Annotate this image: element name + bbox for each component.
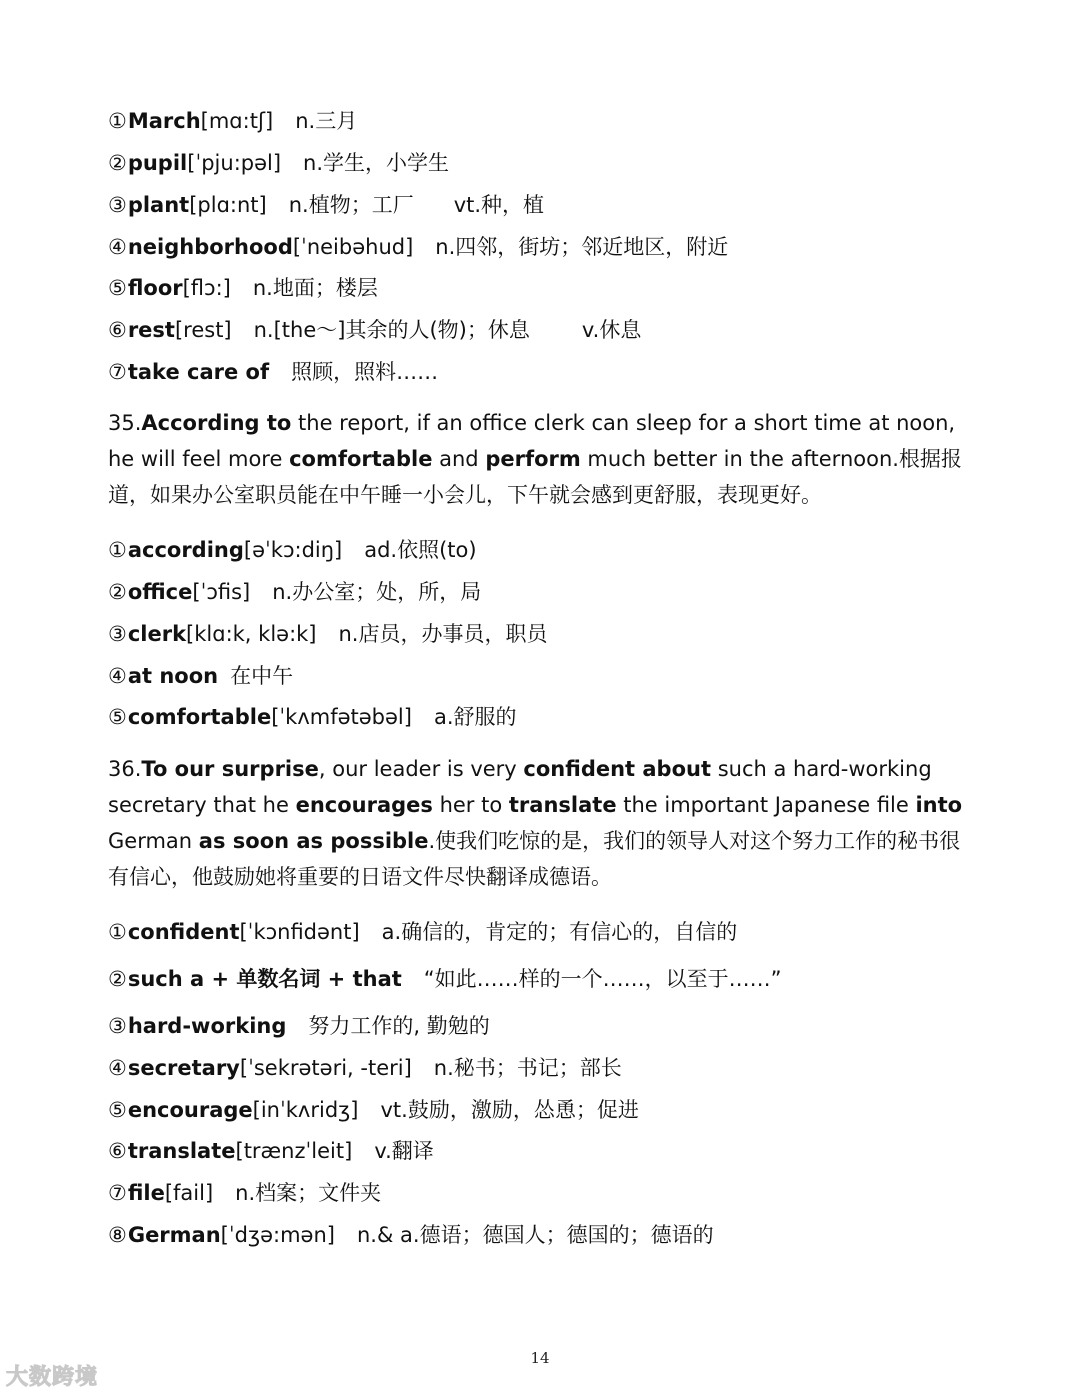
vocab-item: ⑦take care of 照顾，照料…… [108,360,439,384]
watermark-logo: 大数跨境 [6,1365,99,1390]
vocab-item: ②such a + 单数名词 + that “如此……样的一个……，以至于……” [108,967,782,991]
page-number: 14 [530,1349,550,1367]
vocab-item: ⑤encourage[inˈkʌridʒ] vt.鼓励，激励，怂恿；促进 [108,1098,639,1122]
sentence-35: 35.According to the report, if an office clerk can sleep for a short time at noon, he will feel more comfortable and perform much better in the afternoon.根据报道，如果办公室职员能在中午睡一小会儿，下午就会感到更舒服，表现更好。 [108,411,962,507]
vocab-item: ③hard-working 努力工作的, 勤勉的 [108,1014,490,1038]
vocab-item: ⑤floor[flɔ:] n.地面；楼层 [108,276,378,300]
vocab-item: ③plant[plɑ:nt] n.植物；工厂 vt.种，植 [108,193,545,217]
vocab-item: ⑧German[ˈdʒə:mən] n.& a.德语；德国人；德国的；德语的 [108,1223,714,1247]
vocab-item: ④at noon 在中午 [108,664,294,688]
vocab-item: ①according[əˈkɔ:diŋ] ad.依照(to) [108,538,477,562]
vocab-item: ④secretary[ˈsekrətəri, -teri] n.秘书；书记；部长 [108,1056,622,1080]
vocab-item: ④neighborhood[ˈneibəhud] n.四邻，街坊；邻近地区，附近 [108,235,729,259]
vocab-item: ①March[mɑ:tʃ] n.三月 [108,109,358,133]
sentence-36: 36.To our surprise, our leader is very confident about such a hard-working secretary that he encourages her to translate the important Japanese file into German as soon as possible.使我们吃惊的是，我们的领导人对这个努力工作的秘书很有信心，他鼓励她将重要的日语文件尽快翻译成德语。 [108,757,963,889]
vocab-item: ⑥translate[trænzˈleit] v.翻译 [108,1139,434,1163]
vocab-item: ⑦file[fail] n.档案；文件夹 [108,1181,382,1205]
vocab-item: ③clerk[klɑ:k, klə:k] n.店员，办事员，职员 [108,622,548,646]
vocab-item: ⑥rest[rest] n.[the～]其余的人(物)；休息 v.休息 [108,318,642,342]
vocab-item: ②pupil[ˈpju:pəl] n.学生，小学生 [108,151,450,175]
vocab-item: ②office[ˈɔfis] n.办公室；处，所，局 [108,580,482,604]
vocab-item: ⑤comfortable[ˈkʌmfətəbəl] a.舒服的 [108,705,517,729]
vocab-item: ①confident[ˈkɔnfidənt] a.确信的，肯定的；有信心的，自信的 [108,920,738,944]
